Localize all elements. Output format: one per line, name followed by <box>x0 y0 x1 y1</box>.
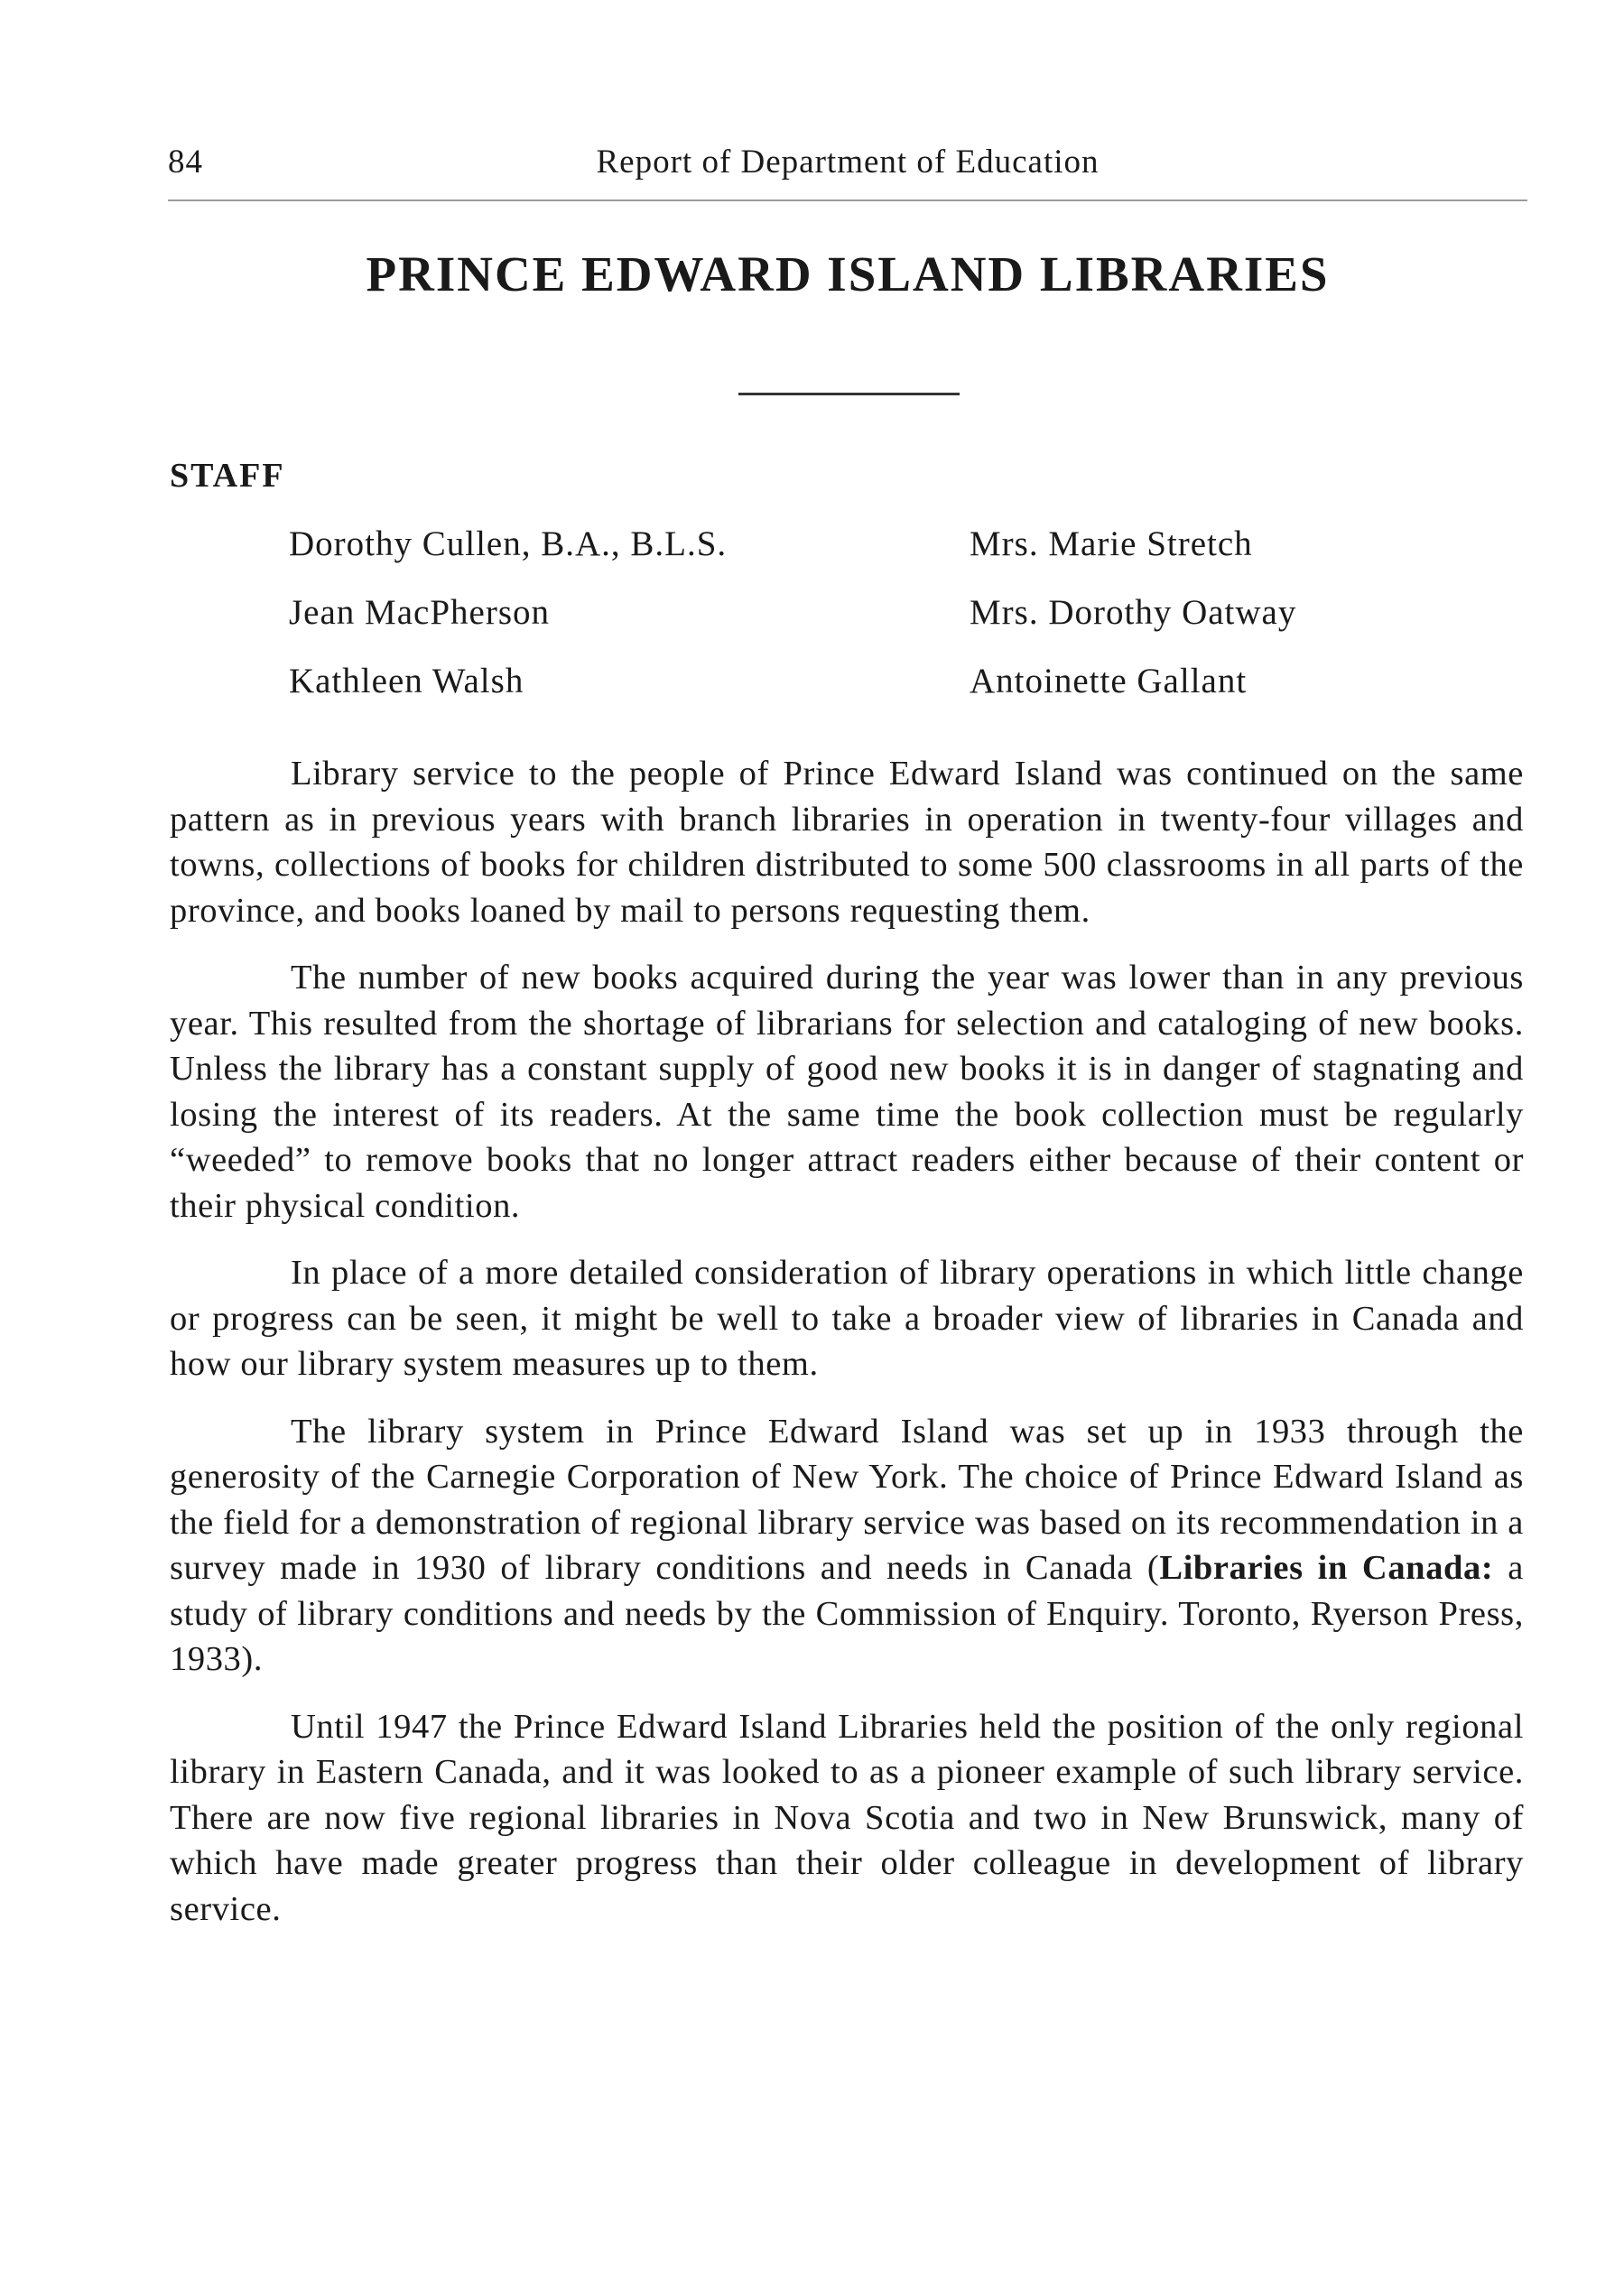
staff-list <box>289 524 1462 713</box>
header-rule <box>168 199 1527 201</box>
reference-title: Libraries in Canada: <box>1159 1549 1494 1587</box>
staff-name: Jean MacPherson <box>289 593 551 632</box>
paragraph-3: In place of a more detailed consideration of library operations in which little change or progress can be seen, it might be well to take a broader view of libraries in Canada and how our library system measures up to them. <box>170 1254 1524 1383</box>
staff-name: Kathleen Walsh <box>289 662 524 700</box>
page-number: 84 <box>168 144 203 181</box>
paragraph-4-end: a study of library conditions and needs by the Commission of Enquiry. Toronto, Ryerson Press, 1933). <box>170 1549 1524 1678</box>
staff-heading: STAFF <box>170 457 285 495</box>
paragraph-2: The number of new books acquired during the year was lower than in any previous year. This resulted from the shortage of librarians for selection and cataloging of new books. Unless the library has a constant supply of good new books it is in danger of stagnating and losing the interest of its readers. At the same time the book collection must be regularly “weeded” to remove books that no longer attract readers either because of their content or their physical condition. <box>170 959 1524 1225</box>
page-title: PRINCE EDWARD ISLAND LIBRARIES <box>366 246 1330 301</box>
body-text <box>170 751 1524 1953</box>
staff-name: Mrs. Marie Stretch <box>970 524 1253 563</box>
staff-name: Mrs. Dorothy Oatway <box>970 593 1297 632</box>
paragraph-1: Library service to the people of Prince Edward Island was continued on the same pattern as in previous years with branch libraries in operation in twenty-four villages and towns, collections of books for children distributed to some 500 classrooms in all parts of the province, and books loaned by mail to persons requesting them. <box>170 755 1524 930</box>
running-header <box>168 135 1527 191</box>
paragraph-4-start: The library system in Prince Edward Island was set up in 1933 through the generosity of the Carnegie Corporation of New York. The choice of Prince Edward Island as the field for a demonstration of regional library service was based on its recommendation in a survey made in 1930 of library conditions and needs in Canada ( <box>170 1412 1524 1587</box>
staff-name: Antoinette Gallant <box>970 662 1248 700</box>
staff-name: Dorothy Cullen, B.A., B.L.S. <box>289 524 728 563</box>
paragraph-5: Until 1947 the Prince Edward Island Libraries held the position of the only regional library in Eastern Canada, and it was looked to as a pioneer example of such library service. There are now five regional libraries in Nova Scotia and two in New Brunswick, many of which have made greater progress than their older colleague in development of library service. <box>170 1707 1524 1928</box>
title-rule <box>738 393 960 395</box>
running-title: Report of Department of Education <box>596 144 1100 181</box>
paragraph-4 <box>170 1409 1524 1683</box>
